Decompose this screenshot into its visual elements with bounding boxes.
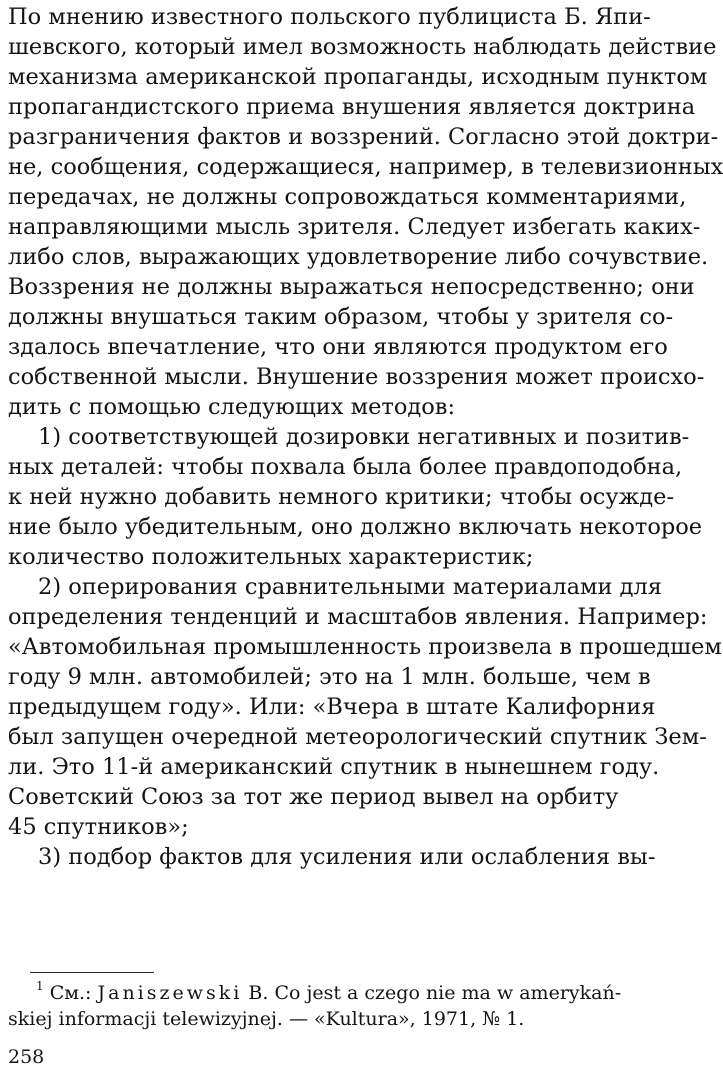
list-item-line: ли. Это 11-й американский спутник в нынешнем году.: [8, 754, 660, 780]
list-item-line: 45 спутников»;: [8, 814, 189, 840]
list-item-line: к ней нужно добавить немного критики; чтобы осужде-: [8, 484, 675, 510]
list-item-line: году 9 млн. автомобилей; это на 1 млн. больше, чем в: [8, 664, 651, 690]
paragraph-line: должны внушаться таким образом, чтобы у зрителя со-: [8, 304, 674, 330]
list-item-line: ние было убедительным, оно должно включать некоторое: [8, 514, 703, 540]
list-item-line: ных деталей: чтобы похвала была более правдоподобна,: [8, 454, 683, 480]
footnote-author: Janiszewski: [97, 982, 243, 1004]
list-item-line: 3) подбор фактов для усиления или ослабления вы-: [38, 844, 656, 870]
paragraph-line: передачах, не должны сопровождаться комментариями,: [8, 184, 687, 210]
paragraph-line: не, сообщения, содержащиеся, например, в телевизионных: [8, 154, 723, 180]
paragraph-line: По мнению известного польского публициста Б. Япи-: [8, 4, 651, 30]
paragraph-line: собственной мысли. Внушение воззрения может происхо-: [8, 364, 705, 390]
paragraph-line: дить с помощью следующих методов:: [8, 394, 456, 420]
footnote-marker: 1: [36, 979, 44, 993]
list-item-line: 1) соответствующей дозировки негативных и позитив-: [38, 424, 690, 450]
paragraph-line: разграничения фактов и воззрений. Согласно этой доктри-: [8, 124, 719, 150]
list-item-line: был запущен очередной метеорологический спутник Зем-: [8, 724, 707, 750]
paragraph-line: либо слов, выражающих удовлетворение либо сочувствие.: [8, 244, 709, 270]
paragraph-line: механизма американской пропаганды, исходным пунктом: [8, 64, 708, 90]
list-item-line: определения тенденций и масштабов явления. Например:: [8, 604, 708, 630]
list-item-line: количество положительных характеристик;: [8, 544, 534, 570]
paragraph-line: Воззрения не должны выражаться непосредственно; они: [8, 274, 695, 300]
footnote-prefix: См.:: [49, 982, 92, 1004]
list-item-line: предыдущем году». Или: «Вчера в штате Калифорния: [8, 694, 656, 720]
footnote-title-start: В. Co jest a czego nie ma w amerykań-: [248, 982, 622, 1004]
paragraph-line: шевского, который имел возможность наблюдать действие: [8, 34, 717, 60]
list-item-line: Советский Союз за тот же период вывел на орбиту: [8, 784, 619, 810]
paragraph-line: направляющими мысль зрителя. Следует избегать каких-: [8, 214, 701, 240]
paragraph-line: здалось впечатление, что они являются продуктом его: [8, 334, 668, 360]
list-item-line: «Автомобильная промышленность произвела в прошедшем: [8, 634, 722, 660]
footnote-line: [36, 979, 622, 1006]
footnote-line: skiej informacji telewizyjnej. — «Kultura», 1971, № 1.: [8, 1008, 525, 1030]
list-item-line: 2) оперирования сравнительными материалами для: [38, 574, 663, 600]
page-number: 258: [8, 1046, 45, 1068]
paragraph-line: пропагандистского приема внушения является доктрина: [8, 94, 696, 120]
footnote-divider: [30, 972, 154, 973]
